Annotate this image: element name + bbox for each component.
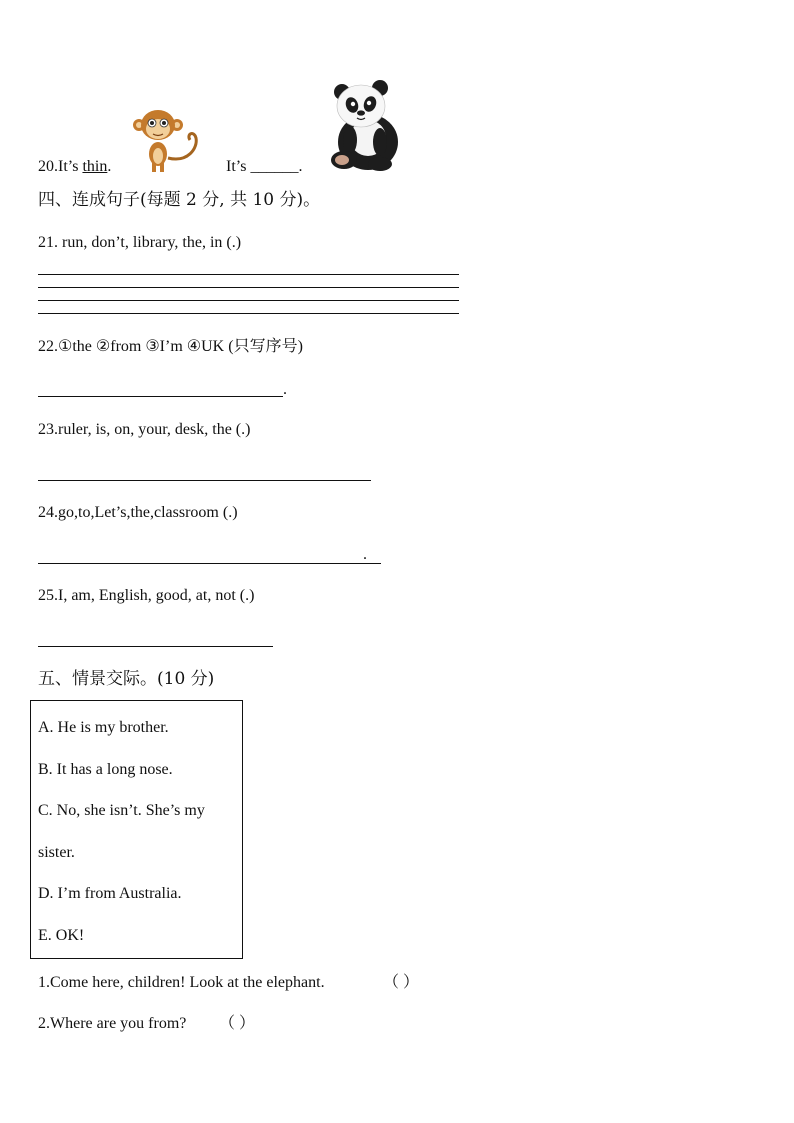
question-25: 25.I, am, English, good, at, not (.) [38, 587, 255, 604]
question-20-underlined-word: thin [82, 158, 108, 175]
answer-line-21b [38, 287, 459, 288]
answer-line-21c [38, 300, 459, 301]
question-24: 24.go,to,Let’s,the,classroom (.) [38, 504, 238, 521]
question-20-prefix: 20.It’s [38, 158, 83, 175]
panda-icon [322, 78, 404, 172]
dialog-question-2: 2.Where are you from? [38, 1015, 187, 1032]
question-20-suffix: . [107, 158, 112, 175]
option-a: A. He is my brother. [38, 719, 169, 736]
monkey-icon [128, 108, 208, 174]
answer-line-21d [38, 313, 459, 314]
option-e: E. OK! [38, 927, 85, 944]
answer-line-21a [38, 274, 459, 275]
question-23: 23.ruler, is, on, your, desk, the (.) [38, 421, 251, 438]
answer-line-23 [38, 480, 371, 481]
question-20-answer: It’s ______. [226, 158, 303, 175]
answer-line-22 [38, 396, 283, 397]
answer-paren-2: （ ） [219, 1015, 256, 1032]
dialog-question-1: 1.Come here, children! Look at the elephant. [38, 974, 325, 991]
answer-line-24 [38, 563, 381, 564]
section-4-heading: 四、连成句子(每题 2 分, 共 10 分)。 [38, 190, 321, 210]
answer-line-22-period: . [283, 381, 287, 398]
answer-line-25 [38, 646, 273, 647]
answer-line-24-period: . [363, 546, 367, 563]
option-d: D. I’m from Australia. [38, 885, 182, 902]
option-c: C. No, she isn’t. She’s my [38, 802, 205, 819]
question-21: 21. run, don’t, library, the, in (.) [38, 234, 242, 251]
option-c-continued: sister. [38, 844, 75, 861]
options-box [30, 700, 243, 959]
section-5-heading: 五、情景交际。(10 分) [38, 669, 215, 689]
question-20 [38, 157, 111, 177]
answer-paren-1: （ ） [383, 974, 420, 991]
option-b: B. It has a long nose. [38, 761, 173, 778]
question-22: 22.①the ②from ③I’m ④UK (只写序号) [38, 338, 303, 355]
